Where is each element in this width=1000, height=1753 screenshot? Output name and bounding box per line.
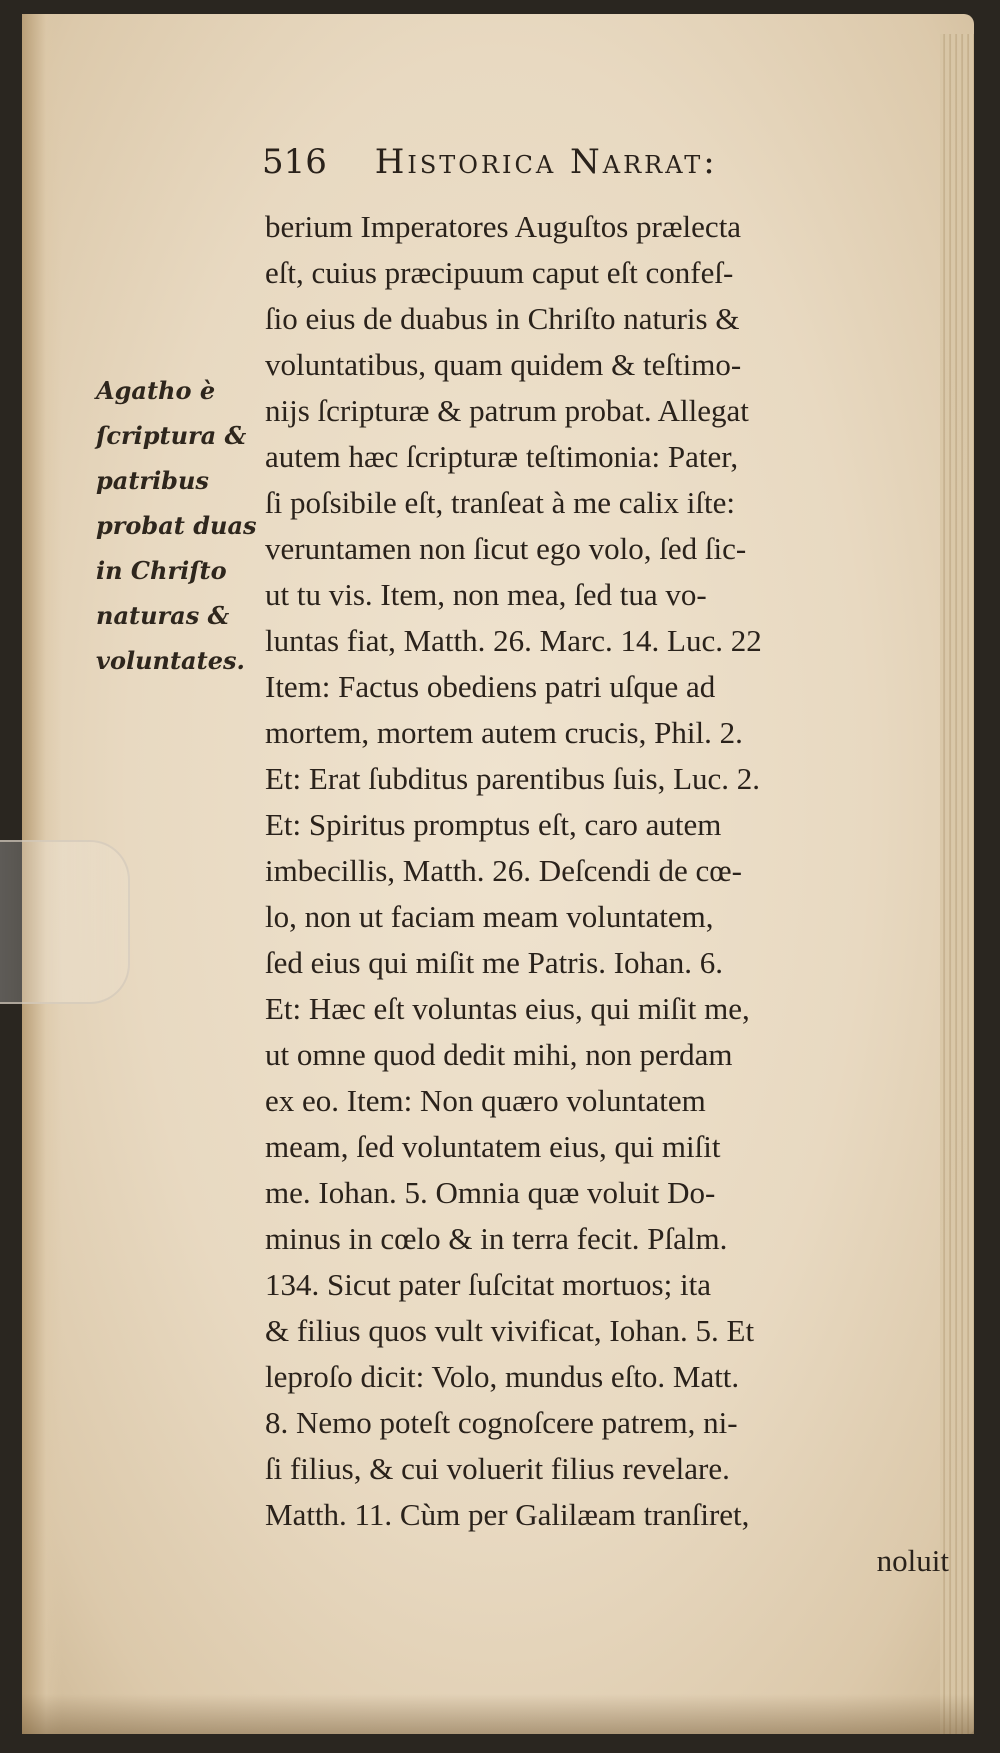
margin-note-line: probat duas [96,511,257,540]
text-line: ut tu vis. Item, non mea, ſed tua vo- [265,577,707,612]
text-line: ut omne quod dedit mihi, non perdam [265,1037,733,1072]
margin-note-line: voluntates. [96,646,245,675]
text-line: me. Iohan. 5. Omnia quæ voluit Do- [265,1175,716,1210]
text-line: eſt, cuius præcipuum caput eſt confeſ- [265,255,734,290]
text-line: mortem, mortem autem crucis, Phil. 2. [265,715,743,750]
text-line: & filius quos vult vivificat, Iohan. 5. Et [265,1313,755,1348]
catchword: noluit [876,1543,949,1578]
text-line: minus in cœlo & in terra fecit. Pſalm. [265,1221,728,1256]
text-line: 8. Nemo poteſt cognoſcere patrem, ni- [265,1405,738,1440]
margin-note-line: Agatho è [96,376,216,405]
text-line: ſio eius de duabus in Chriſto naturis & [265,301,740,336]
text-line: ſi filius, & cui voluerit filius revelare. [265,1451,730,1486]
text-line: meam, ſed voluntatem eius, qui miſit [265,1129,721,1164]
margin-note-line: naturas & [96,601,230,630]
text-line: ex eo. Item: Non quæro voluntatem [265,1083,706,1118]
text-line: Et: Spiritus promptus eſt, caro autem [265,807,722,842]
text-line: imbecillis, Matth. 26. Deſcendi de cœ- [265,853,742,888]
text-line: voluntatibus, quam quidem & teſtimo- [265,347,742,382]
text-line: lo, non ut faciam meam voluntatem, [265,899,714,934]
text-line: ſed eius qui miſit me Patris. Iohan. 6. [265,945,724,980]
text-line: Item: Factus obediens patri uſque ad [265,669,716,704]
page-number: 516 [262,142,327,182]
text-line: 134. Sicut pater ſuſcitat mortuos; ita [265,1267,711,1302]
clip-mark [0,840,130,1004]
text-line: veruntamen non ſicut ego volo, ſed ſic- [265,531,747,566]
text-line: luntas fiat, Matth. 26. Marc. 14. Luc. 22 [265,623,762,658]
margin-note-line: patribus [96,466,209,495]
margin-note-line: ſcriptura & [96,421,247,450]
running-header [262,142,718,182]
text-line: leproſo dicit: Volo, mundus eſto. Matt. [265,1359,740,1394]
bottom-edge-shadow [22,1694,974,1734]
text-line: Matth. 11. Cùm per Galilæam tranſiret, [265,1497,750,1532]
marginal-note [96,368,266,683]
running-title: Historica Narrat: [374,142,718,182]
margin-note-line: in Chriſto [96,556,227,585]
text-line: autem hæc ſcripturæ teſtimonia: Pater, [265,439,739,474]
text-line: nijs ſcripturæ & patrum probat. Allegat [265,393,749,428]
text-line: Et: Erat ſubditus parentibus ſuis, Luc. 2. [265,761,761,796]
text-line: berium Imperatores Auguſtos prælecta [265,209,742,244]
text-line: Et: Hæc eſt voluntas eius, qui miſit me, [265,991,750,1026]
body-text [265,204,955,1584]
text-line: ſi poſsibile eſt, tranſeat à me calix iſte: [265,485,736,520]
